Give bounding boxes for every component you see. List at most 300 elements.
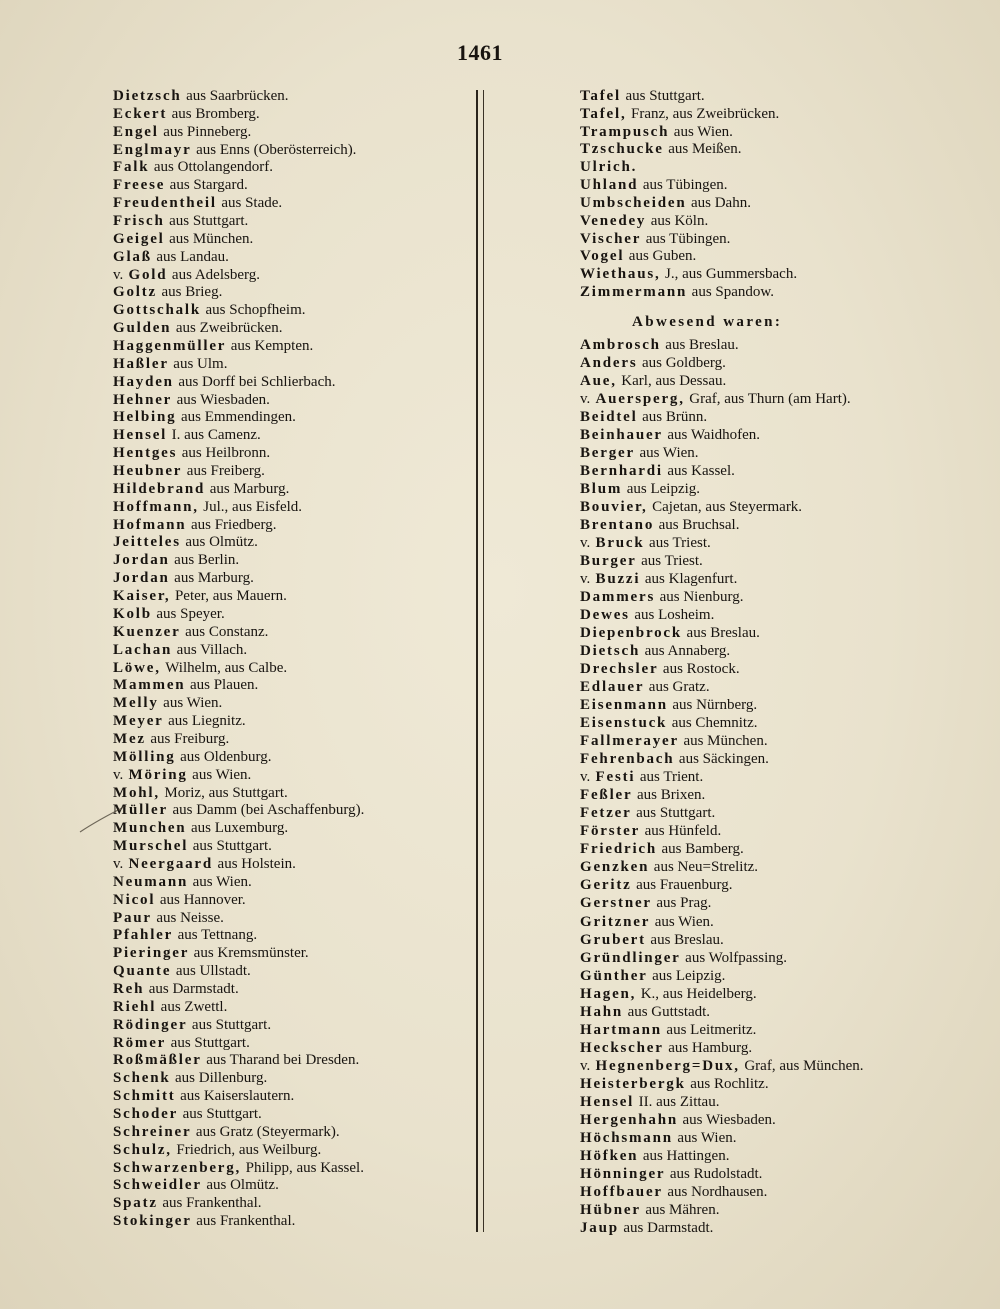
entry-rest: aus Frankenthal.	[162, 1195, 262, 1212]
entry-rest: aus Olmütz.	[206, 1177, 279, 1194]
entry-rest: aus Plauen.	[189, 677, 259, 694]
list-entry	[580, 1003, 863, 1021]
list-entry	[113, 302, 364, 320]
entry-name: Hensel	[113, 427, 168, 444]
list-entry	[580, 804, 863, 822]
list-entry	[580, 444, 863, 462]
entry-name: Edlauer	[580, 679, 645, 696]
list-entry	[580, 624, 863, 642]
entry-name: Neergaard	[128, 855, 214, 872]
entry-rest: aus Freiberg.	[186, 463, 265, 480]
list-entry	[113, 838, 364, 856]
right-column-list	[580, 88, 797, 302]
list-entry	[113, 1088, 364, 1106]
list-entry	[113, 588, 364, 606]
entry-rest: aus Breslau.	[686, 625, 760, 642]
entry-rest: aus Leipzig.	[652, 967, 726, 984]
entry-name: Hayden	[113, 373, 174, 390]
entry-name: Goltz	[113, 284, 157, 301]
entry-name: Riehl	[113, 998, 157, 1015]
list-entry	[113, 1035, 364, 1053]
entry-name: Schulz,	[113, 1141, 172, 1158]
entry-rest: aus Rochlitz.	[690, 1075, 769, 1092]
list-entry	[113, 927, 364, 945]
list-entry	[113, 945, 364, 963]
entry-rest: aus Holstein.	[217, 855, 296, 872]
entry-rest: aus Darmstadt.	[148, 980, 239, 997]
entry-name: Fetzer	[580, 805, 632, 822]
list-entry	[113, 284, 364, 302]
list-entry	[580, 660, 863, 678]
entry-name: Auersperg,	[595, 391, 685, 408]
list-entry	[113, 1177, 364, 1195]
list-entry	[113, 642, 364, 660]
entry-name: Fallmerayer	[580, 733, 679, 750]
entry-rest: aus Hamburg.	[668, 1039, 753, 1056]
entry-name: Geigel	[113, 230, 165, 247]
entry-rest: aus Nienburg.	[659, 589, 744, 606]
entry-rest: aus Wien.	[192, 873, 252, 890]
entry-name: Haßler	[113, 355, 169, 372]
column-divider-rule	[476, 90, 478, 1232]
entry-rest: aus Rostock.	[662, 661, 740, 678]
list-entry	[113, 106, 364, 124]
entry-rest: aus Stuttgart.	[625, 88, 705, 104]
entry-rest: aus Stuttgart.	[636, 805, 716, 822]
list-entry	[580, 1129, 863, 1147]
entry-name: Bouvier,	[580, 499, 648, 516]
list-entry	[580, 177, 797, 195]
entry-rest: aus Oldenburg.	[180, 748, 272, 765]
entry-name: Löwe,	[113, 659, 161, 676]
entry-rest: aus Brixen.	[636, 787, 706, 804]
list-entry	[580, 372, 863, 390]
entry-name: Vogel	[580, 248, 625, 265]
entry-rest: aus Stuttgart.	[191, 1016, 272, 1033]
list-entry	[113, 1017, 364, 1035]
list-entry	[580, 840, 863, 858]
list-entry	[580, 1165, 863, 1183]
entry-name: Engel	[113, 123, 159, 140]
entry-name: Kolb	[113, 605, 152, 622]
list-entry	[580, 498, 863, 516]
list-entry	[580, 336, 863, 354]
entry-rest: aus Wien.	[639, 445, 699, 462]
list-entry	[580, 642, 863, 660]
entry-name: Gerstner	[580, 895, 652, 912]
entry-name: Fehrenbach	[580, 751, 675, 768]
list-entry	[580, 822, 863, 840]
entry-rest: Cajetan, aus Steyermark.	[652, 499, 803, 516]
entry-name: Festi	[595, 769, 636, 786]
entry-name: Brentano	[580, 517, 655, 534]
entry-name: Hofmann	[113, 516, 187, 533]
list-entry	[580, 876, 863, 894]
entry-name: Schreiner	[113, 1123, 192, 1140]
list-entry	[113, 517, 364, 535]
entry-name: Tafel	[580, 88, 621, 104]
list-entry	[113, 338, 364, 356]
entry-rest: aus Stuttgart.	[192, 838, 272, 855]
entry-rest: aus Dillenburg.	[175, 1070, 268, 1087]
list-entry	[580, 88, 797, 106]
entry-name: Genzken	[580, 859, 650, 876]
entry-rest: aus Hattingen.	[642, 1147, 730, 1164]
entry-rest: aus Spandow.	[691, 283, 775, 300]
list-entry	[113, 142, 364, 160]
entry-name: Kuenzer	[113, 623, 181, 640]
list-entry	[580, 1021, 863, 1039]
list-entry	[113, 802, 364, 820]
absent-list	[580, 336, 863, 1237]
list-entry	[113, 570, 364, 588]
list-entry	[580, 390, 863, 408]
entry-name: Trampusch	[580, 123, 670, 140]
entry-rest: II. aus Zittau.	[638, 1093, 720, 1110]
entry-name: Hehner	[113, 391, 173, 408]
entry-name: Höchsmann	[580, 1129, 673, 1146]
entry-rest: aus Bamberg.	[661, 841, 744, 858]
entry-name: Günther	[580, 967, 648, 984]
entry-name: Ulrich.	[580, 159, 638, 176]
list-entry	[113, 356, 364, 374]
entry-name: Roßmäßler	[113, 1052, 202, 1069]
entry-name: Burger	[580, 553, 637, 570]
list-entry	[580, 714, 863, 732]
entry-rest: aus Brieg.	[161, 284, 223, 301]
entry-rest: aus Stargard.	[169, 177, 248, 194]
entry-name: Höfken	[580, 1147, 639, 1164]
entry-rest: aus Wolfpassing.	[685, 949, 787, 966]
entry-rest: aus Berlin.	[174, 552, 240, 569]
entry-rest: aus Heilbronn.	[181, 445, 271, 462]
entry-rest: aus Neisse.	[156, 909, 224, 926]
entry-rest: aus Villach.	[176, 641, 248, 658]
entry-name: Schenk	[113, 1070, 171, 1087]
entry-name: Munchen	[113, 820, 187, 837]
entry-rest: aus Gratz.	[648, 679, 710, 696]
entry-rest: aus Waidhofen.	[667, 427, 761, 444]
list-entry	[580, 552, 863, 570]
entry-rest: aus Leitmeritz.	[666, 1021, 757, 1038]
list-entry	[580, 124, 797, 142]
entry-rest: Friedrich, aus Weilburg.	[176, 1141, 322, 1158]
entry-name: Falk	[113, 159, 150, 176]
list-entry	[580, 462, 863, 480]
entry-rest: aus Breslau.	[650, 931, 724, 948]
list-entry	[580, 266, 797, 284]
list-entry	[113, 159, 364, 177]
list-entry	[113, 677, 364, 695]
list-entry	[113, 320, 364, 338]
list-entry	[580, 696, 863, 714]
entry-rest: aus Köln.	[650, 212, 709, 229]
list-entry	[580, 480, 863, 498]
entry-name: Jeitteles	[113, 534, 181, 551]
entry-rest: aus Tübingen.	[645, 230, 731, 247]
list-entry	[580, 1075, 863, 1093]
entry-name: Melly	[113, 695, 159, 712]
entry-name: Stokinger	[113, 1213, 192, 1230]
page-number: 1461	[457, 40, 503, 65]
entry-rest: aus Wien.	[192, 766, 252, 783]
list-entry	[580, 606, 863, 624]
list-entry	[113, 392, 364, 410]
entry-name: Schweidler	[113, 1177, 202, 1194]
entry-rest: aus Meißen.	[668, 141, 742, 158]
entry-rest: aus Stuttgart.	[170, 1034, 250, 1051]
entry-name: Jaup	[580, 1219, 619, 1236]
entry-name: Geritz	[580, 877, 632, 894]
list-entry	[113, 660, 364, 678]
entry-rest: aus Luxemburg.	[190, 820, 289, 837]
list-entry	[113, 856, 364, 874]
list-entry	[113, 695, 364, 713]
list-entry	[580, 931, 863, 949]
list-entry	[580, 732, 863, 750]
entry-rest: Philipp, aus Kassel.	[245, 1159, 364, 1176]
entry-name: Tafel,	[580, 105, 627, 122]
list-entry	[113, 427, 364, 445]
entry-name: Schmitt	[113, 1088, 176, 1105]
entry-rest: aus Darmstadt.	[623, 1219, 714, 1236]
entry-rest: aus Olmütz.	[185, 534, 258, 551]
entry-name: Schoder	[113, 1105, 179, 1122]
entry-name: Mölling	[113, 748, 176, 765]
entry-prefix: v.	[580, 1057, 591, 1074]
entry-rest: aus Ulm.	[173, 355, 228, 372]
entry-rest: aus Gratz (Steyermark).	[195, 1123, 340, 1140]
entry-name: Paur	[113, 909, 152, 926]
entry-prefix: v.	[113, 266, 124, 283]
entry-rest: aus Wien.	[677, 1129, 737, 1146]
entry-name: Pfahler	[113, 927, 174, 944]
entry-name: Heubner	[113, 463, 183, 480]
list-entry	[113, 213, 364, 231]
entry-rest: aus Marburg.	[174, 570, 254, 587]
entry-rest: aus Hannover.	[159, 891, 246, 908]
list-entry	[113, 981, 364, 999]
entry-rest: aus Saarbrücken.	[186, 88, 289, 104]
entry-prefix: v.	[113, 766, 124, 783]
entry-rest: aus Tharand bei Dresden.	[206, 1052, 360, 1069]
entry-name: Römer	[113, 1034, 167, 1051]
entry-name: Wiethaus,	[580, 266, 661, 283]
entry-name: Tzschucke	[580, 141, 664, 158]
entry-name: Neumann	[113, 873, 189, 890]
entry-name: Beidtel	[580, 409, 638, 426]
entry-rest: aus Schopfheim.	[205, 302, 306, 319]
entry-name: Gulden	[113, 320, 172, 337]
list-entry	[113, 1160, 364, 1178]
entry-rest: aus Dorff bei Schlierbach.	[178, 373, 336, 390]
list-entry	[580, 985, 863, 1003]
entry-rest: aus Kaiserslautern.	[180, 1088, 295, 1105]
entry-rest: aus Nürnberg.	[672, 697, 758, 714]
list-entry	[580, 570, 863, 588]
entry-name: Nicol	[113, 891, 156, 908]
entry-rest: aus Friedberg.	[190, 516, 277, 533]
list-entry	[580, 768, 863, 786]
pen-stroke-mark	[78, 800, 128, 834]
entry-name: Englmayr	[113, 141, 192, 158]
list-entry	[580, 1111, 863, 1129]
list-entry	[113, 731, 364, 749]
entry-rest: aus Nordhausen.	[667, 1183, 768, 1200]
entry-prefix: v.	[580, 769, 591, 786]
entry-rest: aus Landau.	[156, 248, 229, 265]
list-entry	[113, 606, 364, 624]
list-entry	[113, 1106, 364, 1124]
entry-name: Eisenmann	[580, 697, 668, 714]
entry-rest: aus Prag.	[656, 895, 712, 912]
entry-rest: Moriz, aus Stuttgart.	[164, 784, 288, 801]
list-entry	[113, 499, 364, 517]
entry-name: Beinhauer	[580, 427, 663, 444]
list-entry	[580, 949, 863, 967]
entry-rest: aus Hünfeld.	[644, 823, 722, 840]
list-entry	[580, 1057, 863, 1075]
list-entry	[580, 967, 863, 985]
list-entry	[113, 624, 364, 642]
entry-rest: aus Säckingen.	[678, 751, 769, 768]
entry-rest: aus Brünn.	[642, 409, 708, 426]
entry-rest: aus Wiesbaden.	[682, 1111, 776, 1128]
list-entry	[113, 231, 364, 249]
entry-rest: K., aus Heidelberg.	[640, 985, 757, 1002]
list-entry	[113, 409, 364, 427]
entry-name: Murschel	[113, 838, 189, 855]
entry-rest: aus Leipzig.	[626, 481, 701, 498]
list-entry	[580, 408, 863, 426]
entry-name: Blum	[580, 481, 623, 498]
entry-rest: aus Annaberg.	[644, 643, 731, 660]
entry-name: Hoffbauer	[580, 1183, 663, 1200]
entry-name: Zimmermann	[580, 283, 688, 300]
entry-rest: aus Speyer.	[156, 605, 225, 622]
entry-name: Hildebrand	[113, 480, 206, 497]
entry-name: Hagen,	[580, 985, 637, 1002]
list-entry	[580, 1219, 863, 1237]
entry-rest: aus Frankenthal.	[196, 1213, 296, 1230]
list-entry	[580, 213, 797, 231]
entry-rest: aus Emmendingen.	[180, 409, 296, 426]
list-entry	[113, 1070, 364, 1088]
list-entry	[113, 374, 364, 392]
entry-name: Hoffmann,	[113, 498, 199, 515]
entry-rest: aus Adelsberg.	[171, 266, 260, 283]
entry-rest: aus Triest.	[641, 553, 703, 570]
entry-name: Friedrich	[580, 841, 658, 858]
list-entry	[113, 195, 364, 213]
entry-name: Bernhardi	[580, 463, 663, 480]
list-entry	[580, 534, 863, 552]
entry-name: Buzzi	[595, 571, 641, 588]
list-entry	[113, 963, 364, 981]
entry-rest: aus Guttstadt.	[627, 1003, 711, 1020]
entry-name: Hergenhahn	[580, 1111, 679, 1128]
entry-name: Rödinger	[113, 1016, 188, 1033]
entry-name: Dietzsch	[113, 88, 182, 104]
list-entry	[113, 177, 364, 195]
list-entry	[113, 999, 364, 1017]
entry-name: Gottschalk	[113, 302, 202, 319]
list-entry	[580, 354, 863, 372]
entry-prefix: v.	[580, 535, 591, 552]
entry-name: Frisch	[113, 213, 165, 230]
list-entry	[580, 1093, 863, 1111]
list-entry	[113, 1124, 364, 1142]
entry-name: Berger	[580, 445, 635, 462]
entry-rest: Karl, aus Dessau.	[621, 373, 727, 390]
entry-prefix: v.	[580, 391, 591, 408]
list-entry	[113, 481, 364, 499]
entry-rest: aus Wiesbaden.	[176, 391, 270, 408]
entry-name: Hartmann	[580, 1021, 662, 1038]
entry-rest: aus Neu=Strelitz.	[653, 859, 759, 876]
list-entry	[113, 463, 364, 481]
entry-rest: aus Tettnang.	[177, 927, 258, 944]
list-entry	[113, 1213, 364, 1231]
entry-name: Dietsch	[580, 643, 641, 660]
entry-rest: Graf, aus Thurn (am Hart).	[689, 391, 851, 408]
entry-rest: aus Constanz.	[185, 623, 269, 640]
entry-name: Hahn	[580, 1003, 624, 1020]
entry-rest: Wilhelm, aus Calbe.	[165, 659, 288, 676]
entry-name: Anders	[580, 355, 638, 372]
entry-name: Eckert	[113, 105, 168, 122]
entry-prefix: v.	[580, 571, 591, 588]
entry-name: Bruck	[595, 535, 645, 552]
entry-name: Aue,	[580, 373, 617, 390]
entry-name: Schwarzenberg,	[113, 1159, 242, 1176]
list-entry	[113, 910, 364, 928]
entry-name: Spatz	[113, 1195, 158, 1212]
list-entry	[580, 426, 863, 444]
entry-name: Lachan	[113, 641, 173, 658]
list-entry	[580, 678, 863, 696]
list-entry	[580, 913, 863, 931]
entry-name: Drechsler	[580, 661, 659, 678]
entry-rest: aus Mähren.	[645, 1201, 720, 1218]
list-entry	[113, 874, 364, 892]
entry-rest: aus Stuttgart.	[169, 213, 249, 230]
entry-prefix: v.	[113, 855, 124, 872]
entry-rest: aus Wien.	[654, 913, 714, 930]
list-entry	[580, 750, 863, 768]
entry-rest: Franz, aus Zweibrücken.	[631, 105, 780, 122]
list-entry	[113, 88, 364, 106]
entry-rest: aus Trient.	[639, 769, 704, 786]
entry-name: Helbing	[113, 409, 177, 426]
entry-rest: aus Goldberg.	[641, 355, 726, 372]
entry-name: Freese	[113, 177, 166, 194]
list-entry	[113, 785, 364, 803]
entry-rest: aus Pinneberg.	[163, 123, 252, 140]
list-entry	[113, 1052, 364, 1070]
entry-rest: aus Chemnitz.	[671, 715, 758, 732]
entry-rest: aus Ullstadt.	[175, 963, 251, 980]
entry-rest: aus München.	[683, 733, 768, 750]
entry-rest: Graf, aus München.	[744, 1057, 864, 1074]
list-entry	[580, 786, 863, 804]
list-entry	[580, 1039, 863, 1057]
entry-name: Reh	[113, 980, 145, 997]
entry-rest: Peter, aus Mauern.	[174, 588, 287, 605]
entry-name: Quante	[113, 963, 172, 980]
entry-name: Mammen	[113, 677, 186, 694]
entry-name: Hentges	[113, 445, 178, 462]
